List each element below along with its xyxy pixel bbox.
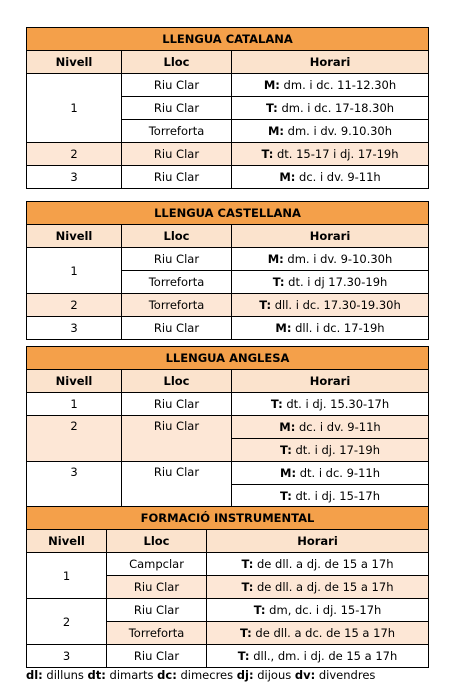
cell-nivell: 3 [27, 317, 122, 340]
cell-lloc: Riu Clar [122, 416, 232, 462]
table-title: LLENGUA CATALANA [27, 28, 429, 51]
schedule-text: dm. i dv. 9-10.30h [283, 252, 393, 266]
shift-prefix: T: [241, 580, 254, 594]
schedule-text: dt. i dj. 17-19h [291, 443, 380, 457]
schedule-text: dll. i dc. 17.30-19.30h [271, 298, 401, 312]
shift-prefix: T: [280, 489, 292, 503]
cell-horari [232, 97, 429, 120]
cell-lloc: Riu Clar [122, 393, 232, 416]
legend-abbr: dj: [236, 668, 254, 682]
cell-horari [232, 120, 429, 143]
schedule-text: de dll. a dj. de 15 a 17h [253, 557, 394, 571]
cell-nivell: 2 [27, 143, 122, 166]
table-row [27, 645, 429, 668]
cell-nivell: 1 [27, 74, 122, 143]
table-row [27, 294, 429, 317]
cell-horari [232, 462, 429, 485]
legend-text: dilluns [42, 668, 88, 682]
shift-prefix: T: [261, 147, 274, 161]
cell-nivell: 2 [27, 294, 122, 317]
cell-nivell: 3 [27, 462, 122, 508]
cell-lloc: Riu Clar [122, 248, 232, 271]
cell-horari [232, 294, 429, 317]
legend-text: dimecres [176, 668, 237, 682]
shift-prefix: T: [241, 557, 254, 571]
cell-horari [232, 74, 429, 97]
header-horari: Horari [232, 370, 429, 393]
cell-nivell: 3 [27, 166, 122, 189]
table-llengua-castellana [26, 201, 429, 340]
table-row [27, 166, 429, 189]
schedule-text: dt. 15-17 i dj. 17-19h [273, 147, 399, 161]
cell-horari [207, 553, 429, 576]
cell-nivell: 1 [27, 553, 107, 599]
header-horari: Horari [232, 225, 429, 248]
shift-prefix: T: [265, 101, 278, 115]
cell-horari [207, 645, 429, 668]
legend-text: dimarts [105, 668, 158, 682]
header-lloc: Lloc [122, 370, 232, 393]
schedule-text: dc. i dv. 9-11h [295, 170, 381, 184]
schedule-text: dm. i dc. 17-18.30h [277, 101, 395, 115]
header-lloc: Lloc [107, 530, 207, 553]
shift-prefix: M: [280, 466, 297, 480]
schedule-text: dm. i dv. 9.10.30h [284, 124, 393, 138]
header-nivell: Nivell [27, 530, 107, 553]
header-horari: Horari [207, 530, 429, 553]
shift-prefix: M: [279, 170, 296, 184]
schedule-text: dll., dm. i dj. de 15 a 17h [249, 649, 398, 663]
cell-lloc: Torreforta [122, 294, 232, 317]
cell-lloc: Torreforta [122, 271, 232, 294]
table-row [27, 416, 429, 439]
shift-prefix: T: [253, 603, 266, 617]
header-horari: Horari [232, 51, 429, 74]
schedule-text: dt. i dj. 15.30-17h [282, 397, 390, 411]
schedule-text: dll. i dc. 17-19h [291, 321, 385, 335]
cell-horari [232, 485, 429, 508]
schedule-text: dt. i dj 17.30-19h [284, 275, 388, 289]
schedule-text: dt. i dc. 9-11h [296, 466, 380, 480]
cell-nivell: 1 [27, 248, 122, 294]
cell-lloc: Riu Clar [122, 166, 232, 189]
shift-prefix: T: [272, 275, 285, 289]
legend-text: dijous [253, 668, 295, 682]
shift-prefix: T: [270, 397, 283, 411]
shift-prefix: T: [280, 443, 292, 457]
table-row [27, 74, 429, 97]
cell-nivell: 2 [27, 599, 107, 645]
schedule-text: de dll. a dc. de 15 a 17h [251, 626, 396, 640]
legend-text: divendres [315, 668, 376, 682]
table-row [27, 553, 429, 576]
cell-horari [232, 416, 429, 439]
table-llengua-catalana [26, 27, 429, 189]
cell-lloc: Riu Clar [122, 462, 232, 508]
cell-nivell: 3 [27, 645, 107, 668]
cell-horari [232, 439, 429, 462]
cell-lloc: Campclar [107, 553, 207, 576]
table-formacio-instrumental [26, 506, 429, 668]
cell-lloc: Riu Clar [122, 97, 232, 120]
shift-prefix: M: [267, 124, 285, 138]
table-row [27, 317, 429, 340]
cell-horari [232, 143, 429, 166]
legend-abbr: dt: [87, 668, 106, 682]
table-row [27, 143, 429, 166]
legend-abbr: dc: [157, 668, 177, 682]
legend-abbr: dv: [294, 668, 316, 682]
cell-lloc: Riu Clar [107, 645, 207, 668]
table-row [27, 599, 429, 622]
shift-prefix: T: [239, 626, 252, 640]
shift-prefix: M: [263, 78, 280, 92]
table-row [27, 248, 429, 271]
cell-lloc: Riu Clar [107, 576, 207, 599]
schedule-text: dt. i dj. 15-17h [291, 489, 380, 503]
header-lloc: Lloc [122, 51, 232, 74]
table-row [27, 393, 429, 416]
cell-nivell: 2 [27, 416, 122, 462]
cell-lloc: Riu Clar [122, 74, 232, 97]
header-lloc: Lloc [122, 225, 232, 248]
day-abbreviation-legend [26, 668, 375, 682]
header-nivell: Nivell [27, 225, 122, 248]
table-llengua-anglesa [26, 346, 429, 508]
cell-horari [207, 576, 429, 599]
table-title: LLENGUA ANGLESA [27, 347, 429, 370]
table-title: LLENGUA CASTELLANA [27, 202, 429, 225]
schedule-text: dm. i dc. 11-12.30h [279, 78, 397, 92]
cell-horari [207, 622, 429, 645]
cell-horari [232, 248, 429, 271]
cell-lloc: Torreforta [107, 622, 207, 645]
schedule-text: de dll. a dj. de 15 a 17h [253, 580, 394, 594]
cell-horari [232, 393, 429, 416]
cell-nivell: 1 [27, 393, 122, 416]
shift-prefix: M: [275, 321, 292, 335]
cell-lloc: Riu Clar [122, 143, 232, 166]
shift-prefix: M: [279, 420, 296, 434]
table-row [27, 462, 429, 485]
header-nivell: Nivell [27, 51, 122, 74]
cell-lloc: Riu Clar [107, 599, 207, 622]
table-title: FORMACIÓ INSTRUMENTAL [27, 507, 429, 530]
cell-horari [207, 599, 429, 622]
cell-lloc: Riu Clar [122, 317, 232, 340]
shift-prefix: T: [237, 649, 250, 663]
legend-abbr: dl: [26, 668, 43, 682]
header-nivell: Nivell [27, 370, 122, 393]
schedule-text: dc. i dv. 9-11h [295, 420, 381, 434]
cell-horari [232, 166, 429, 189]
shift-prefix: T: [259, 298, 272, 312]
cell-horari [232, 317, 429, 340]
schedule-text: dm, dc. i dj. 15-17h [265, 603, 382, 617]
cell-lloc: Torreforta [122, 120, 232, 143]
shift-prefix: M: [267, 252, 284, 266]
cell-horari [232, 271, 429, 294]
